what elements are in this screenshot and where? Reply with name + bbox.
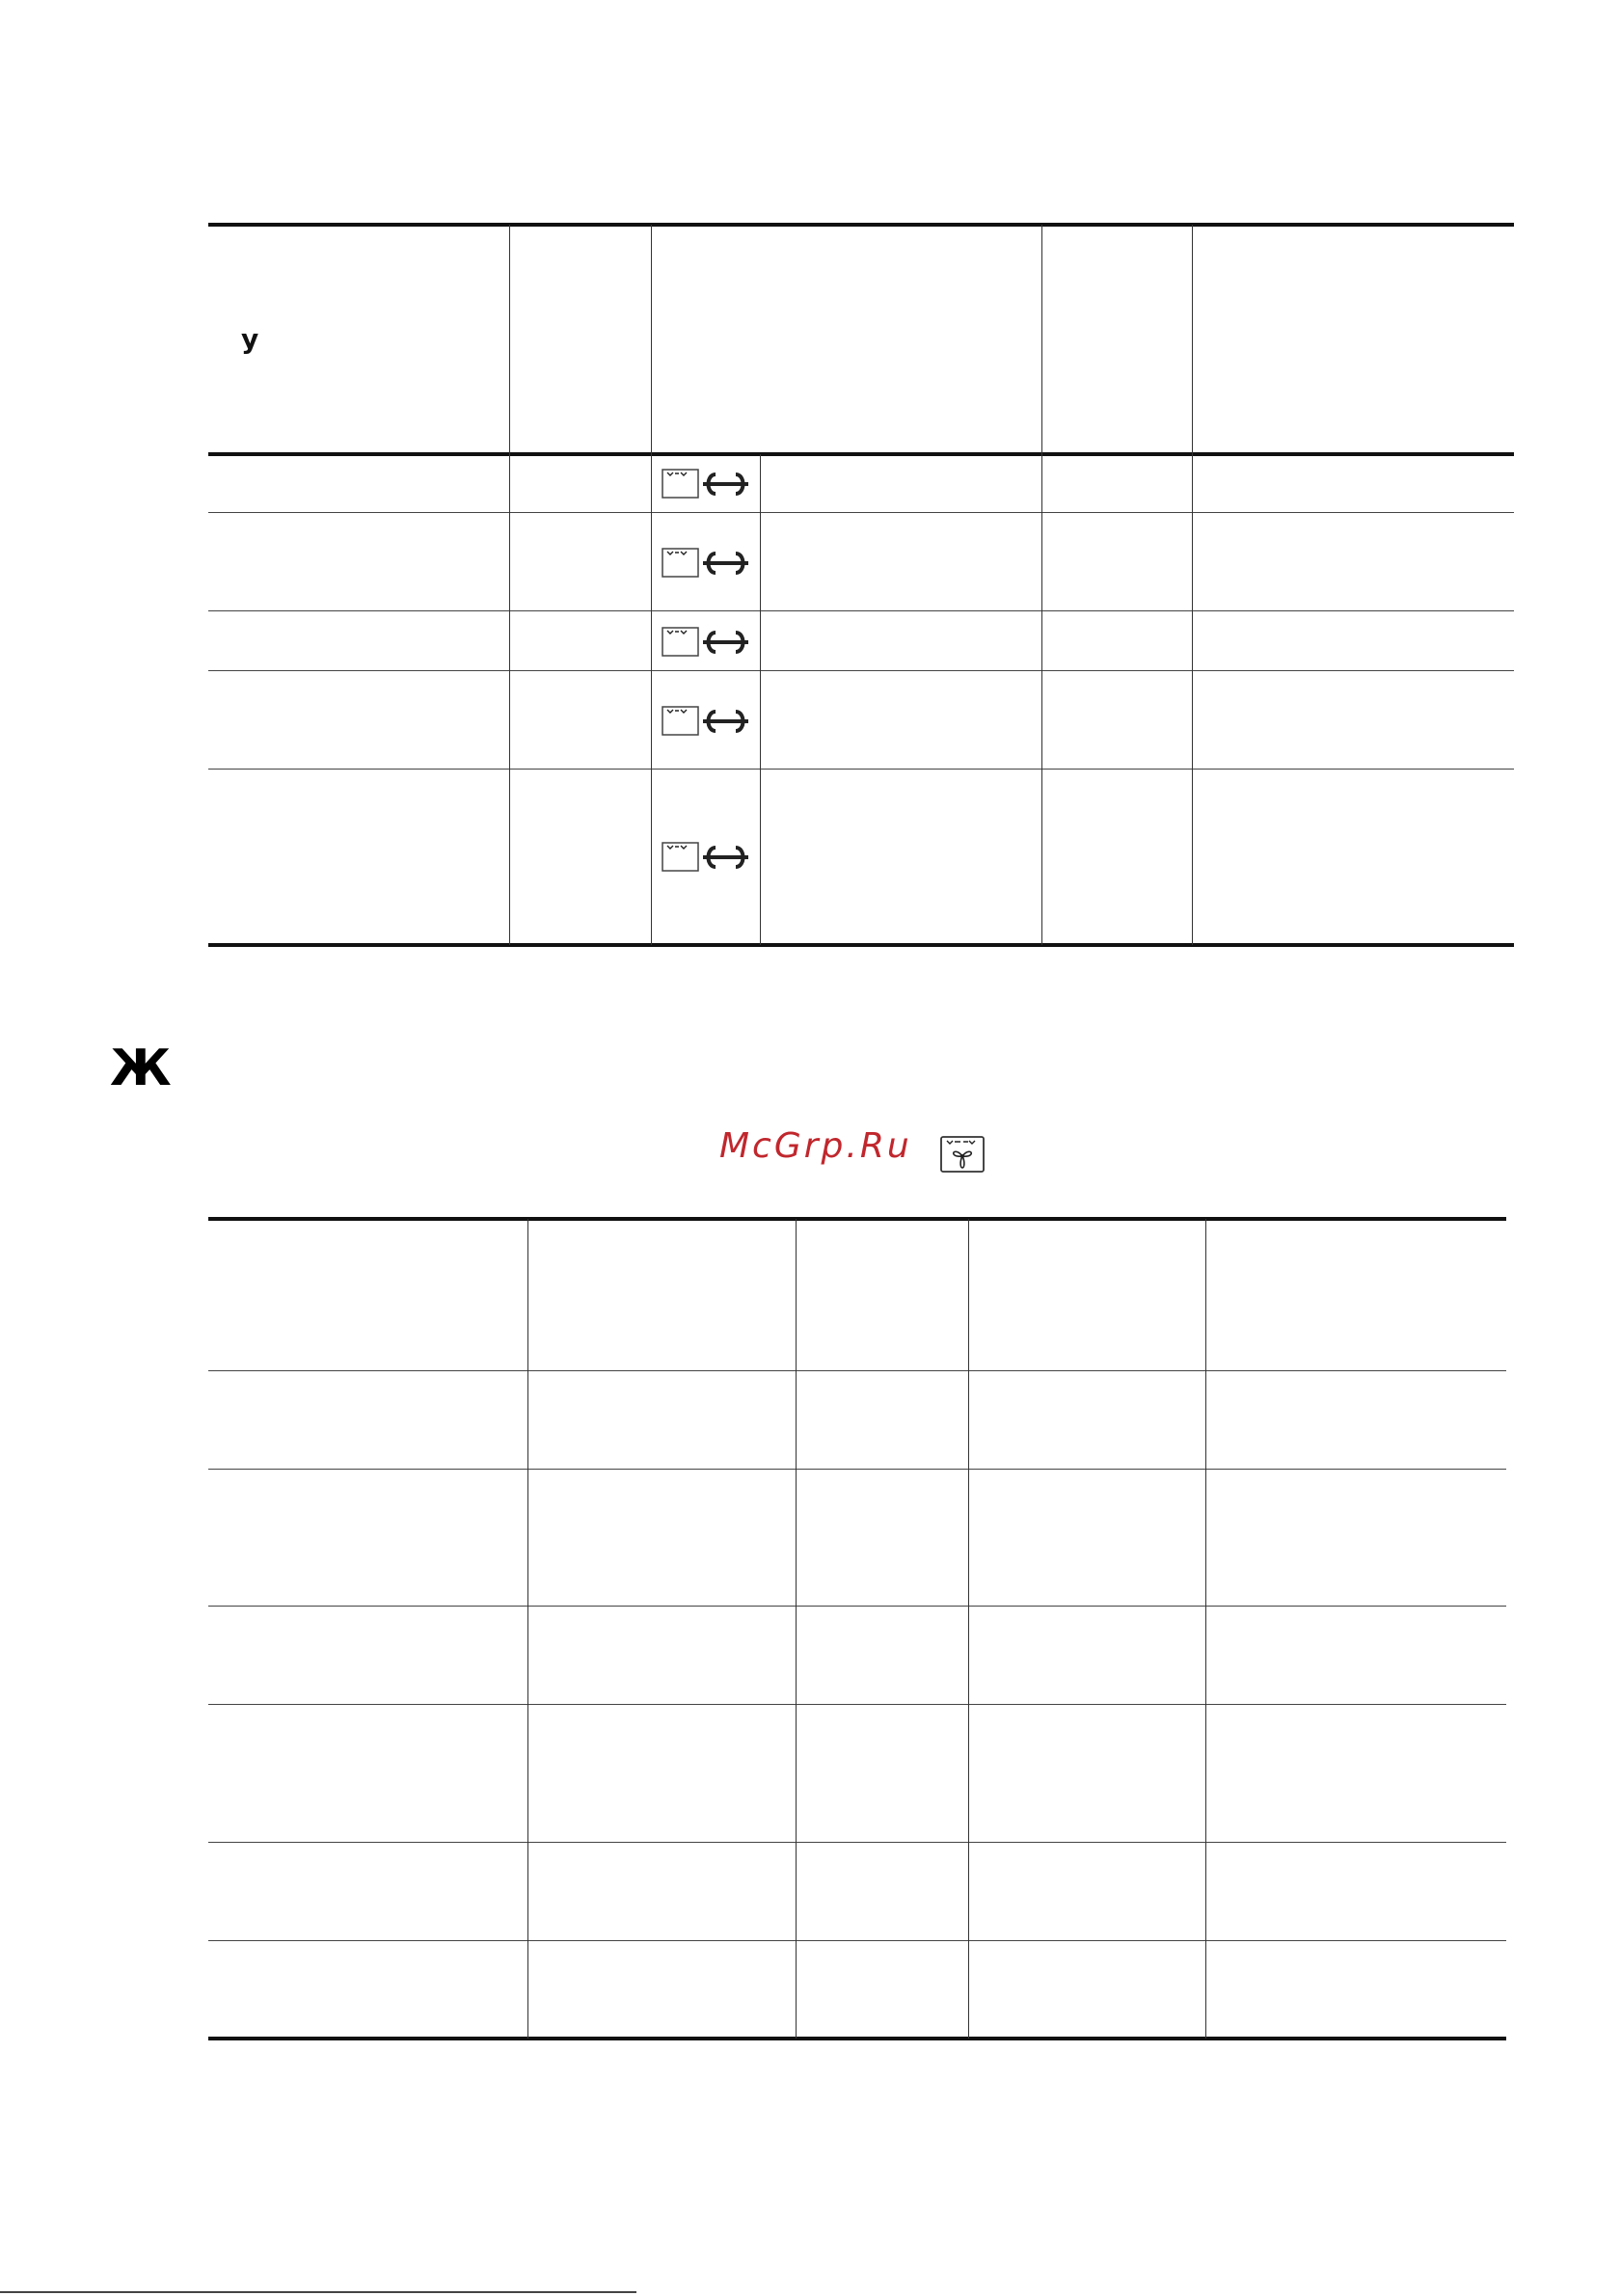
oven-rails-icon [662, 842, 753, 877]
oven-rails-icon [662, 469, 753, 503]
table-2-row-rule [208, 1606, 1506, 1607]
oven-rails-icon [662, 627, 753, 662]
watermark-text: McGrp.Ru [719, 1126, 912, 1166]
table-2-row-rule [208, 1940, 1506, 1941]
table-1-col-rule [1192, 225, 1193, 945]
table-2-col-rule [1205, 1219, 1206, 2039]
table-1-col-rule [1041, 225, 1042, 945]
table-2-row-rule [208, 1469, 1506, 1470]
oven-rails-icon [662, 706, 753, 741]
table-1-col-rule [760, 454, 761, 945]
table-1-top-rule [208, 223, 1514, 227]
table-2-row-rule [208, 1704, 1506, 1705]
table-1-row-rule [208, 512, 1514, 513]
table-2-col-rule [796, 1219, 797, 2039]
section-heading-letter: Ж [110, 1040, 172, 1097]
table-2-col-rule [527, 1219, 528, 2039]
table-1-col-rule [651, 225, 652, 945]
footer-rule [0, 2291, 636, 2293]
table-1-row-rule [208, 670, 1514, 671]
table-1-header-rule [208, 452, 1514, 456]
table-2-row-rule [208, 1842, 1506, 1843]
table-1-row-rule [208, 769, 1514, 770]
oven-rails-icon [662, 548, 753, 582]
table-1-header-label: у [241, 323, 259, 355]
fan-oven-icon [940, 1136, 985, 1176]
table-1-bottom-rule [208, 943, 1514, 947]
table-1-col-rule [509, 225, 510, 945]
table-2-top-rule [208, 1217, 1506, 1221]
table-1-row-rule [208, 610, 1514, 611]
table-2-row-rule [208, 1370, 1506, 1371]
table-2-col-rule [968, 1219, 969, 2039]
table-2-bottom-rule [208, 2037, 1506, 2040]
